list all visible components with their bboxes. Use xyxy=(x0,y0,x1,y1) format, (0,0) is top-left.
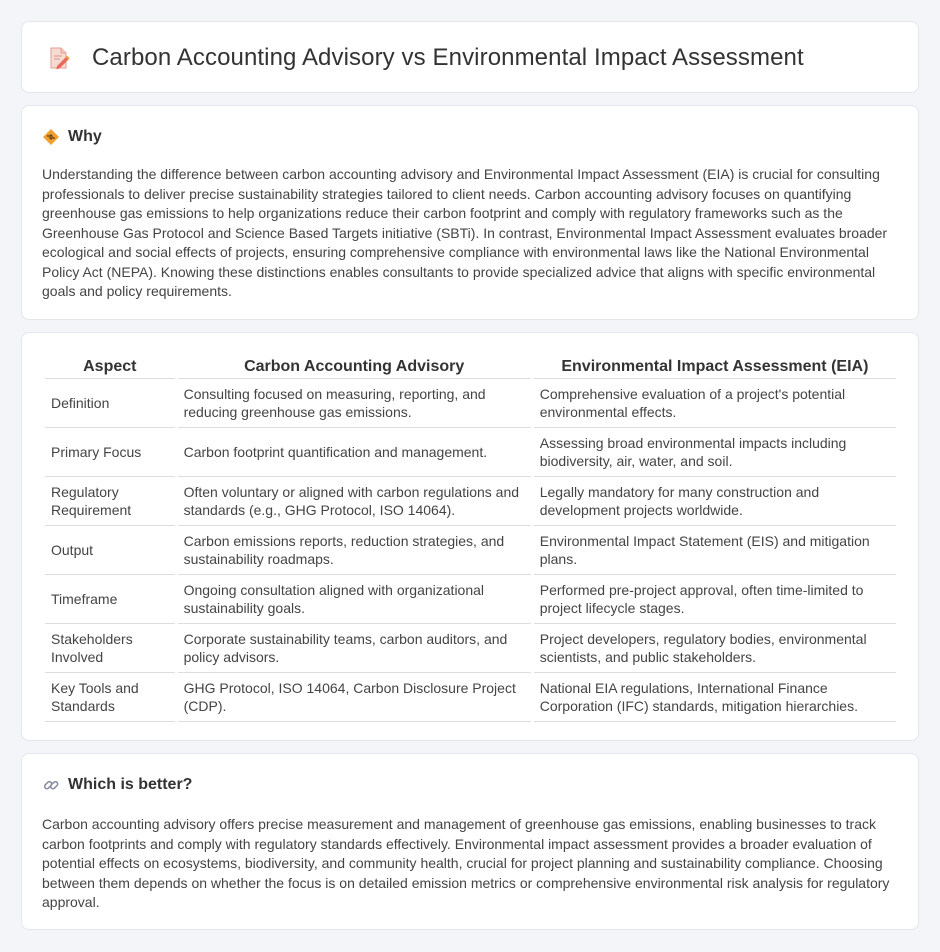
row-aspect: Primary Focus xyxy=(45,428,175,477)
why-section xyxy=(21,105,919,320)
table-row xyxy=(45,575,896,624)
why-text: Understanding the difference between carbon accounting advisory and Environmental Impact Assessment (EIA) is crucial for consulting professionals to deliver precise sustainability strategies tailored to client needs. Carbon accounting advisory focuses on quantifying greenhouse gas emissions to help organizations reduce their carbon footprint and comply with regulatory frameworks such as the Greenhouse Gas Protocol and Science Based Targets initiative (SBTi). In contrast, Environmental Impact Assessment evaluates broader ecological and social effects of projects, ensuring comprehensive compliance with environmental laws like the National Environmental Policy Act (NEPA). Knowing these distinctions enables consultants to provide specialized advice that aligns with specific environmental goals and policy requirements. xyxy=(42,166,888,299)
document-pencil-icon xyxy=(46,45,72,71)
compare-arrows-icon xyxy=(42,128,60,146)
row-carbon: Corporate sustainability teams, carbon auditors, and policy advisors. xyxy=(178,624,531,673)
header-aspect: Aspect xyxy=(45,355,175,379)
link-icon xyxy=(42,776,60,794)
table-row xyxy=(45,428,896,477)
row-eia: Environmental Impact Statement (EIS) and mitigation plans. xyxy=(534,526,896,575)
table-row xyxy=(45,673,896,722)
row-aspect: Output xyxy=(45,526,175,575)
comparison-table xyxy=(42,355,899,722)
table-row xyxy=(45,526,896,575)
better-title: Which is better? xyxy=(68,776,193,793)
header-carbon-accounting: Carbon Accounting Advisory xyxy=(178,355,531,379)
row-carbon: Often voluntary or aligned with carbon regulations and standards (e.g., GHG Protocol, ISO 14064). xyxy=(178,477,531,526)
header-eia: Environmental Impact Assessment (EIA) xyxy=(534,355,896,379)
row-carbon: Ongoing consultation aligned with organizational sustainability goals. xyxy=(178,575,531,624)
row-carbon: Consulting focused on measuring, reporting, and reducing greenhouse gas emissions. xyxy=(178,379,531,428)
row-aspect: Key Tools and Standards xyxy=(45,673,175,722)
why-heading xyxy=(42,128,102,146)
row-aspect: Definition xyxy=(45,379,175,428)
row-eia: Assessing broad environmental impacts including biodiversity, air, water, and soil. xyxy=(534,428,896,477)
table-row xyxy=(45,477,896,526)
row-eia: Comprehensive evaluation of a project's potential environmental effects. xyxy=(534,379,896,428)
row-carbon: Carbon footprint quantification and management. xyxy=(178,428,531,477)
row-aspect: Stakeholders Involved xyxy=(45,624,175,673)
better-text: Carbon accounting advisory offers precise measurement and management of greenhouse gas emissions, enabling businesses to track carbon footprints and comply with regulatory standards effectively. Environmental impact assessment provides a broader evaluation of potential effects on ecosystems, biodiversity, and community health, crucial for project planning and sustainability compliance. Choosing between them depends on whether the focus is on detailed emission metrics or comprehensive environmental risk analysis for regulatory approval. xyxy=(42,816,890,910)
comparison-section xyxy=(21,332,919,741)
row-eia: Project developers, regulatory bodies, environmental scientists, and public stakeholders. xyxy=(534,624,896,673)
row-eia: Performed pre-project approval, often time-limited to project lifecycle stages. xyxy=(534,575,896,624)
row-eia: Legally mandatory for many construction and development projects worldwide. xyxy=(534,477,896,526)
row-aspect: Timeframe xyxy=(45,575,175,624)
why-title: Why xyxy=(68,128,102,145)
header-card xyxy=(21,21,919,93)
page-title: Carbon Accounting Advisory vs Environmental Impact Assessment xyxy=(92,44,804,71)
title-row xyxy=(46,44,804,72)
table-row xyxy=(45,624,896,673)
row-eia: National EIA regulations, International Finance Corporation (IFC) standards, mitigation hierarchies. xyxy=(534,673,896,722)
row-carbon: GHG Protocol, ISO 14064, Carbon Disclosure Project (CDP). xyxy=(178,673,531,722)
table-row xyxy=(45,379,896,428)
better-heading xyxy=(42,776,192,794)
which-better-section xyxy=(21,753,919,930)
table-header-row xyxy=(45,355,896,379)
row-aspect: Regulatory Requirement xyxy=(45,477,175,526)
row-carbon: Carbon emissions reports, reduction strategies, and sustainability roadmaps. xyxy=(178,526,531,575)
